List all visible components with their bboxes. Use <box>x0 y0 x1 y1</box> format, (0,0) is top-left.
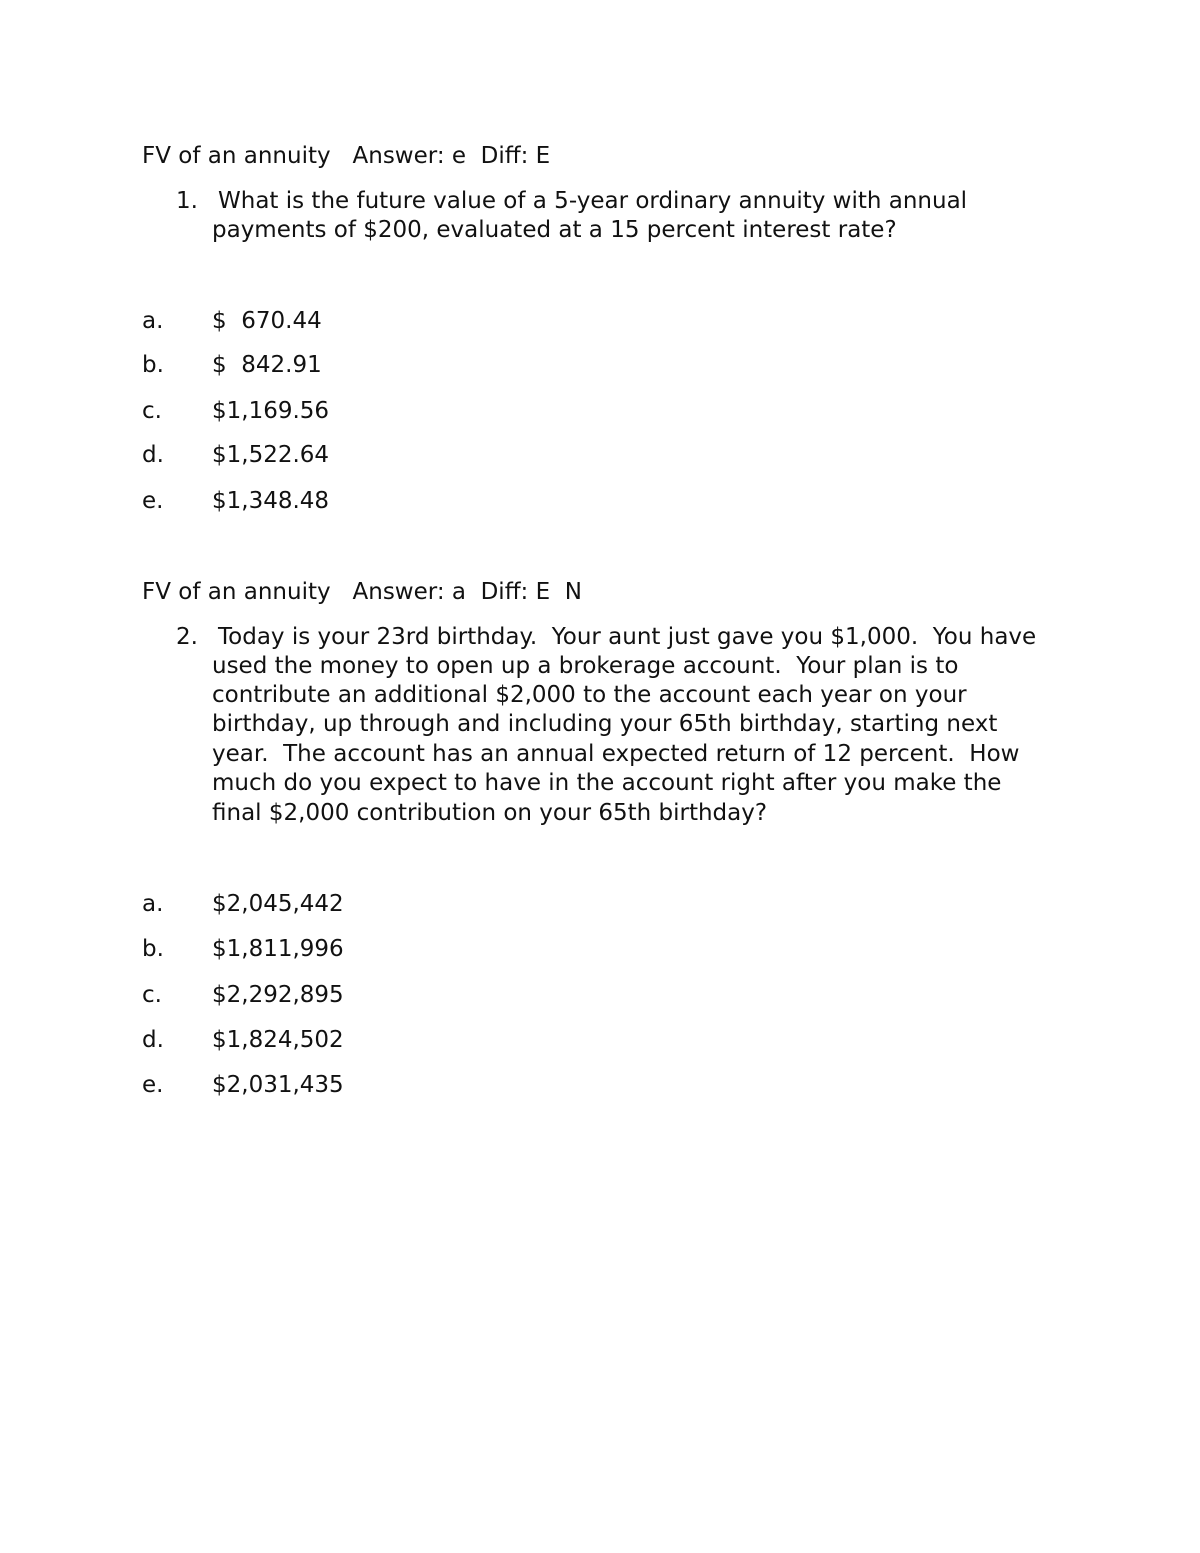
question-1-number: 1. <box>176 188 198 214</box>
option-letter: d. <box>142 1027 164 1053</box>
option-value: $2,045,442 <box>212 891 344 917</box>
question-2-text-line-5: year. The account has an annual expected return of 12 percent. How <box>212 741 1020 767</box>
question-2-text-line-7: final $2,000 contribution on your 65th birthday? <box>212 800 768 826</box>
option-letter: a. <box>142 308 164 334</box>
option-value: $2,292,895 <box>212 982 344 1008</box>
option-value: $2,031,435 <box>212 1072 344 1098</box>
question-2-text-line-3: contribute an additional $2,000 to the account each year on your <box>212 682 967 708</box>
option-value: $1,811,996 <box>212 936 344 962</box>
question-1-text-line-1: What is the future value of a 5-year ordinary annuity with annual <box>218 188 968 214</box>
question-1-text-line-2: payments of $200, evaluated at a 15 percent interest rate? <box>212 217 897 243</box>
question-1-header: FV of an annuity Answer: e Diff: E <box>142 143 551 169</box>
question-2-text-line-2: used the money to open up a brokerage account. Your plan is to <box>212 653 959 679</box>
question-2-header: FV of an annuity Answer: a Diff: E N <box>142 579 582 605</box>
option-value: $1,348.48 <box>212 488 330 514</box>
question-2-text-line-4: birthday, up through and including your 65th birthday, starting next <box>212 711 998 737</box>
option-letter: b. <box>142 352 164 378</box>
option-letter: e. <box>142 1072 164 1098</box>
option-letter: e. <box>142 488 164 514</box>
question-2-text-line-1: Today is your 23rd birthday. Your aunt just gave you $1,000. You have <box>218 624 1037 650</box>
option-letter: d. <box>142 442 164 468</box>
option-letter: a. <box>142 891 164 917</box>
question-2-text-line-6: much do you expect to have in the account right after you make the <box>212 770 1002 796</box>
option-letter: c. <box>142 982 162 1008</box>
question-2-number: 2. <box>176 624 198 650</box>
option-value: $1,522.64 <box>212 442 330 468</box>
option-value: $ 842.91 <box>212 352 322 378</box>
option-letter: c. <box>142 398 162 424</box>
option-value: $ 670.44 <box>212 308 322 334</box>
option-letter: b. <box>142 936 164 962</box>
option-value: $1,169.56 <box>212 398 330 424</box>
option-value: $1,824,502 <box>212 1027 344 1053</box>
